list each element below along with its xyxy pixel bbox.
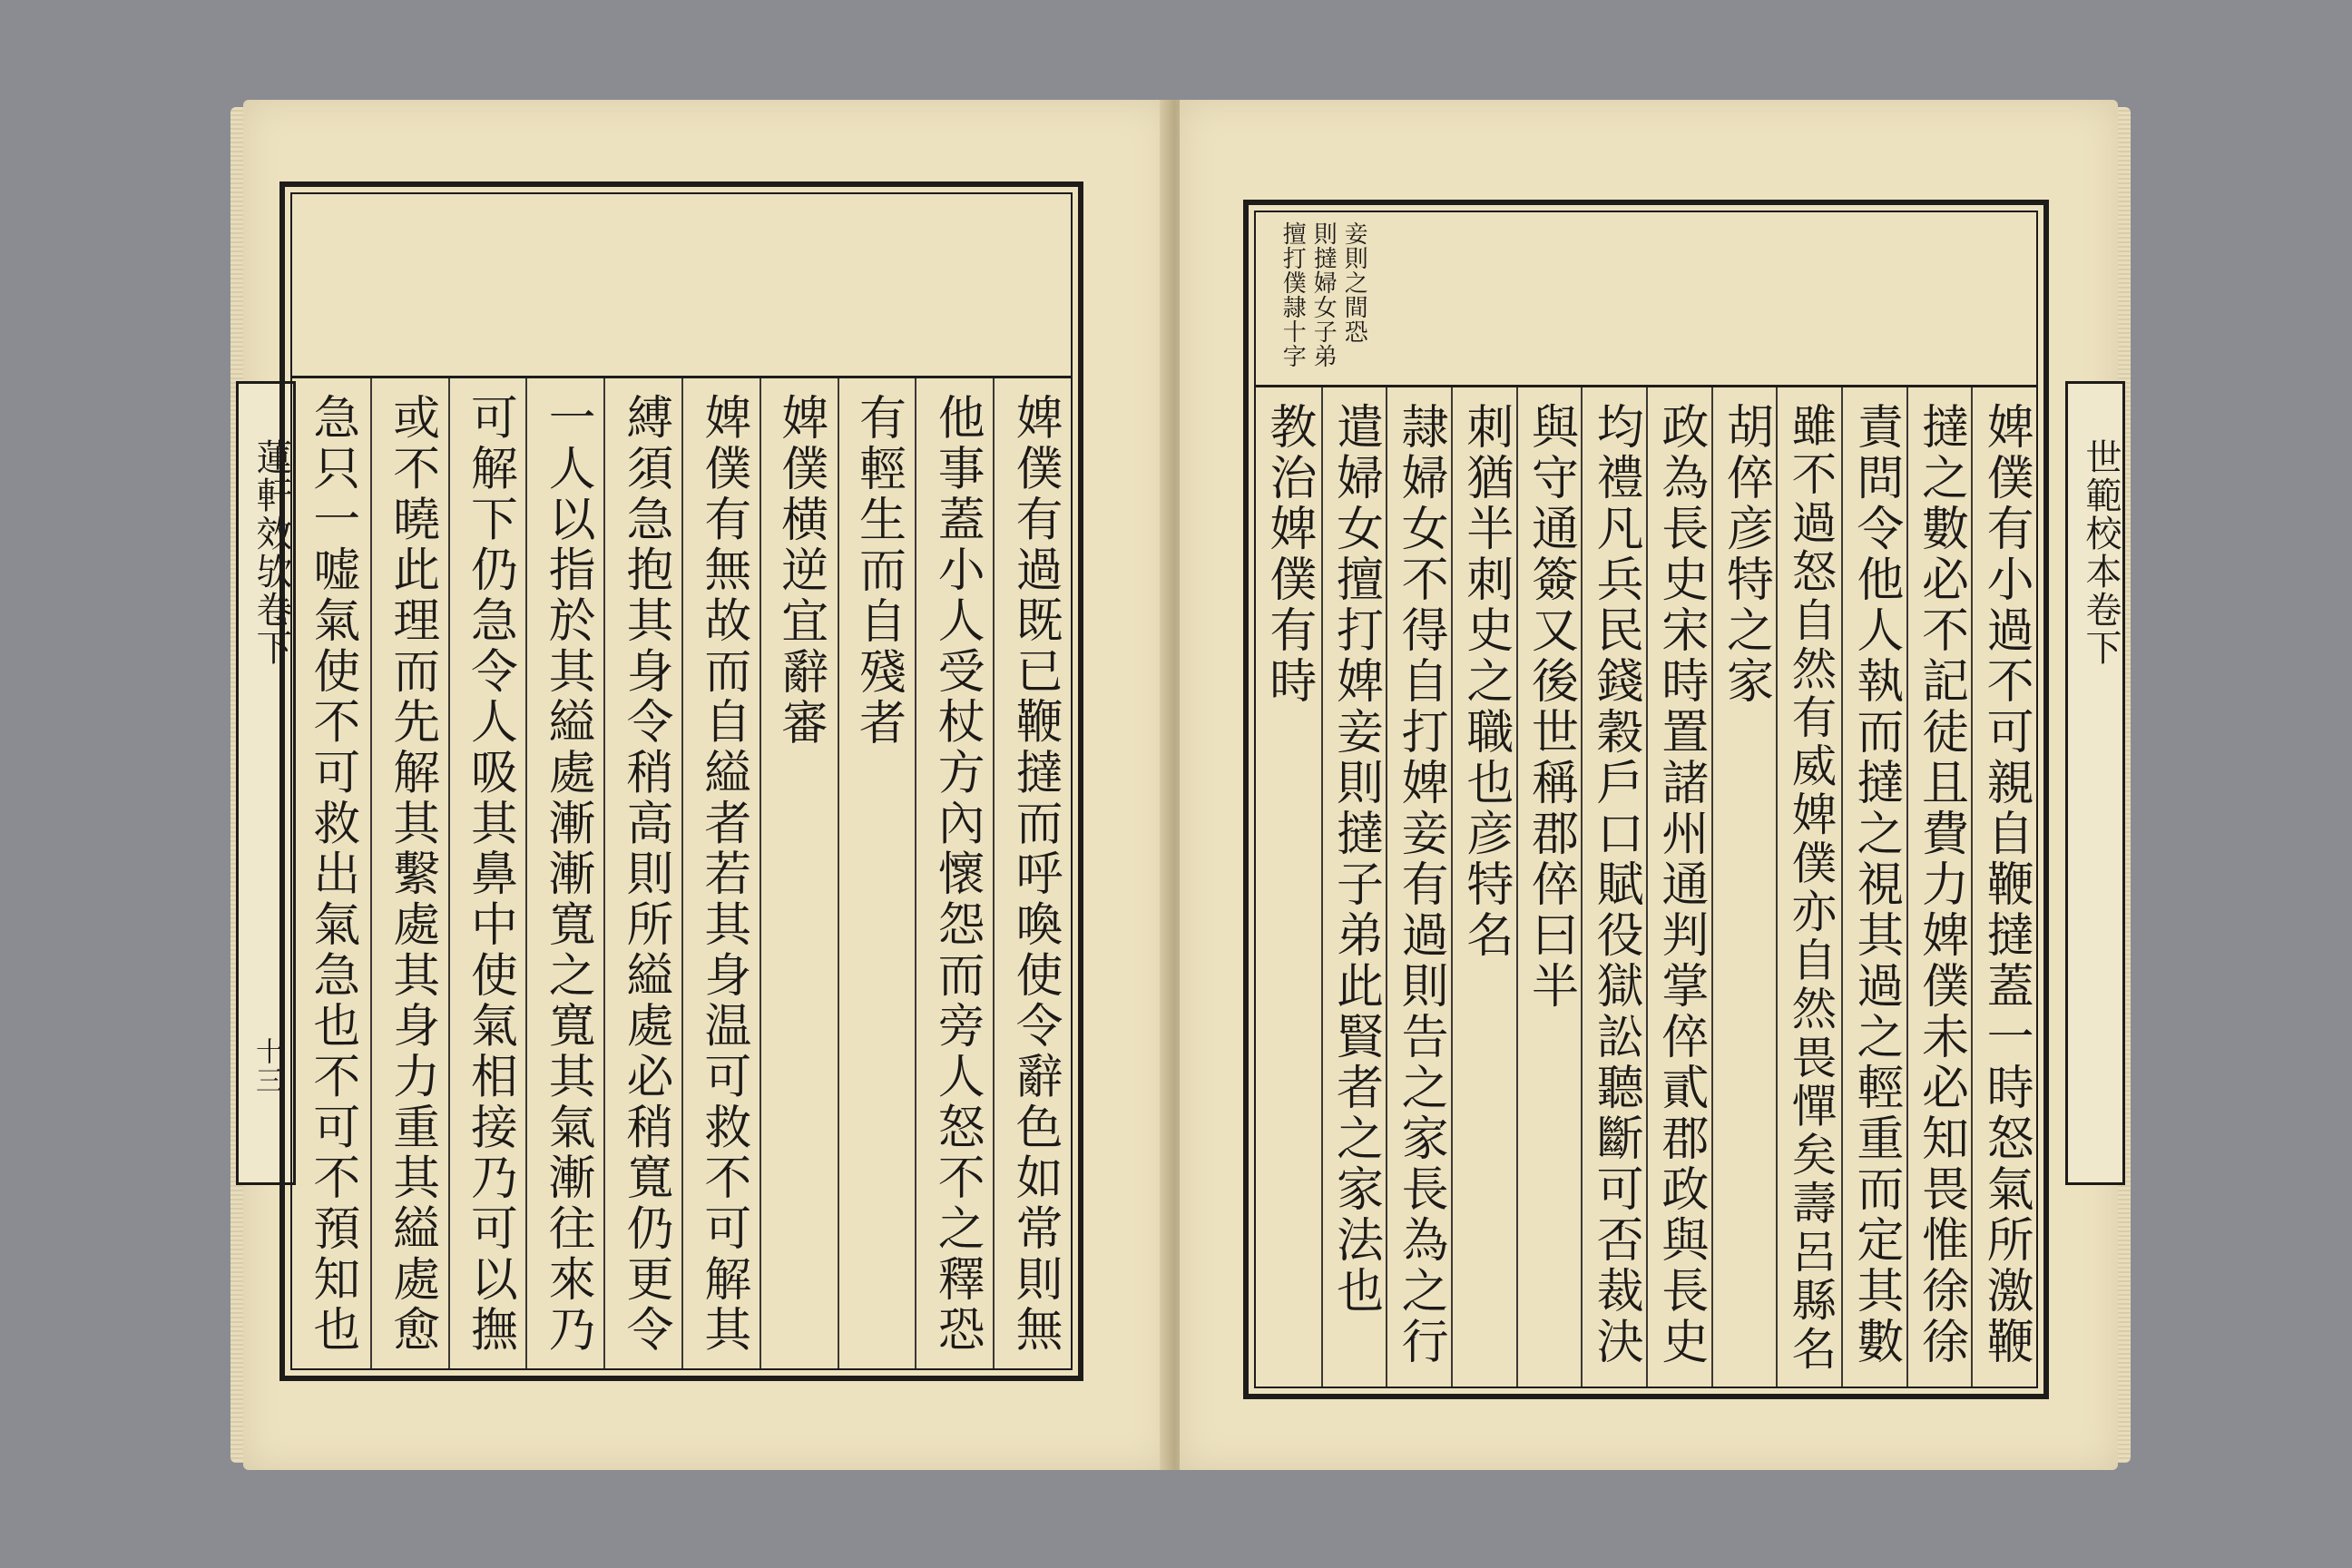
left-column-9: [370, 378, 450, 1368]
left-margin-title: 蓮軒效欤卷下: [250, 438, 292, 667]
right-column-text-4: 雖不過怒自然有威婢僕亦自然畏憚矣壽呂縣名: [1784, 402, 1838, 1374]
right-column-10: [1386, 387, 1453, 1387]
left-column-10: [292, 378, 370, 1368]
left-column-7: [525, 378, 605, 1368]
right-column-11: [1321, 387, 1388, 1387]
right-column-4: [1776, 387, 1843, 1387]
open-book: [243, 100, 2122, 1470]
left-column-text-9: 或不曉此理而先解其繫處其身力重其縊處愈: [384, 393, 439, 1356]
right-margin-title: 世範校本卷下: [2080, 438, 2122, 667]
left-columns: [292, 378, 1071, 1368]
left-folio-number: 十三: [250, 1037, 282, 1095]
right-column-text-2: 撻之數必不記徒且費力婢僕未必知畏惟徐徐: [1913, 402, 1968, 1367]
left-column-2: [915, 378, 995, 1368]
left-column-text-4: 婢僕横逆宜辭審: [772, 393, 828, 749]
right-column-text-12: 教治婢僕有時: [1260, 402, 1316, 707]
left-column-4: [760, 378, 839, 1368]
left-page: [243, 100, 1169, 1470]
right-column-text-6: 政為長史宋時置諸州通判掌倅貳郡政與長史: [1652, 402, 1708, 1367]
right-column-7: [1581, 387, 1648, 1387]
right-headnote-box: [1256, 212, 2036, 387]
right-column-3: [1841, 387, 1908, 1387]
left-text-frame: [279, 181, 1083, 1381]
left-column-text-1: 婢僕有過既已鞭撻而呼喚使令辭色如常則無: [1007, 393, 1062, 1356]
left-column-1: [993, 378, 1073, 1368]
right-column-text-3: 責問令他人執而撻之視其過之輕重而定其數: [1847, 402, 1903, 1367]
right-column-text-10: 隷婦女不得自打婢妾有過則告之家長為之行: [1393, 402, 1448, 1367]
headnote-line-3: 擅打僕隷十字: [1279, 221, 1307, 368]
right-column-text-7: 均禮凡兵民錢穀戶口賦役獄訟聽斷可否裁決: [1588, 402, 1643, 1367]
left-column-text-10: 急只一嘘氣使不可救出氣急也不可不預知也: [304, 393, 359, 1356]
left-headnote-box: [292, 194, 1071, 378]
left-column-text-5: 婢僕有無故而自縊者若其身温可救不可解其: [695, 393, 750, 1356]
right-column-9: [1451, 387, 1518, 1387]
right-text-frame: [1243, 200, 2049, 1399]
right-column-text-1: 婢僕有小過不可親自鞭撻蓋一時怒氣所激鞭: [1978, 402, 2034, 1367]
right-column-12: [1256, 387, 1321, 1387]
left-column-text-2: 他事蓋小人受杖方內懷怨而旁人怒不之釋恐: [929, 393, 985, 1356]
right-column-2: [1906, 387, 1974, 1387]
right-page: [1180, 100, 2122, 1470]
right-columns: [1256, 387, 2036, 1387]
right-column-5: [1711, 387, 1779, 1387]
left-column-text-6: 縛須急抱其身令稍高則所縊處必稍寬仍更令: [618, 393, 672, 1356]
left-column-text-7: 一人以指於其縊處漸漸寬之寬其氣漸往來乃: [540, 393, 595, 1356]
right-column-text-8: 與守通簽又後世稱郡倅曰半: [1523, 402, 1578, 1012]
right-column-text-5: 胡倅彦特之家: [1718, 402, 1773, 707]
left-column-6: [603, 378, 683, 1368]
headnote-line-1: 妾則之間恐: [1340, 221, 1368, 344]
left-column-text-3: 有輕生而自殘者: [850, 393, 906, 749]
right-column-8: [1516, 387, 1583, 1387]
left-column-3: [838, 378, 917, 1368]
right-column-6: [1646, 387, 1713, 1387]
right-column-text-11: 遣婦女擅打婢妾則撻子弟此賢者之家法也: [1328, 402, 1383, 1317]
right-column-1: [1971, 387, 2038, 1387]
left-column-text-8: 可解下仍急令人吸其鼻中使氣相接乃可以撫: [462, 393, 517, 1356]
right-column-text-9: 刺猶半刺史之職也彦特名: [1457, 402, 1513, 961]
left-column-5: [681, 378, 761, 1368]
headnote-line-2: 則撻婦女子弟: [1309, 221, 1338, 368]
right-margin-tab: [2065, 381, 2125, 1185]
left-column-8: [448, 378, 528, 1368]
